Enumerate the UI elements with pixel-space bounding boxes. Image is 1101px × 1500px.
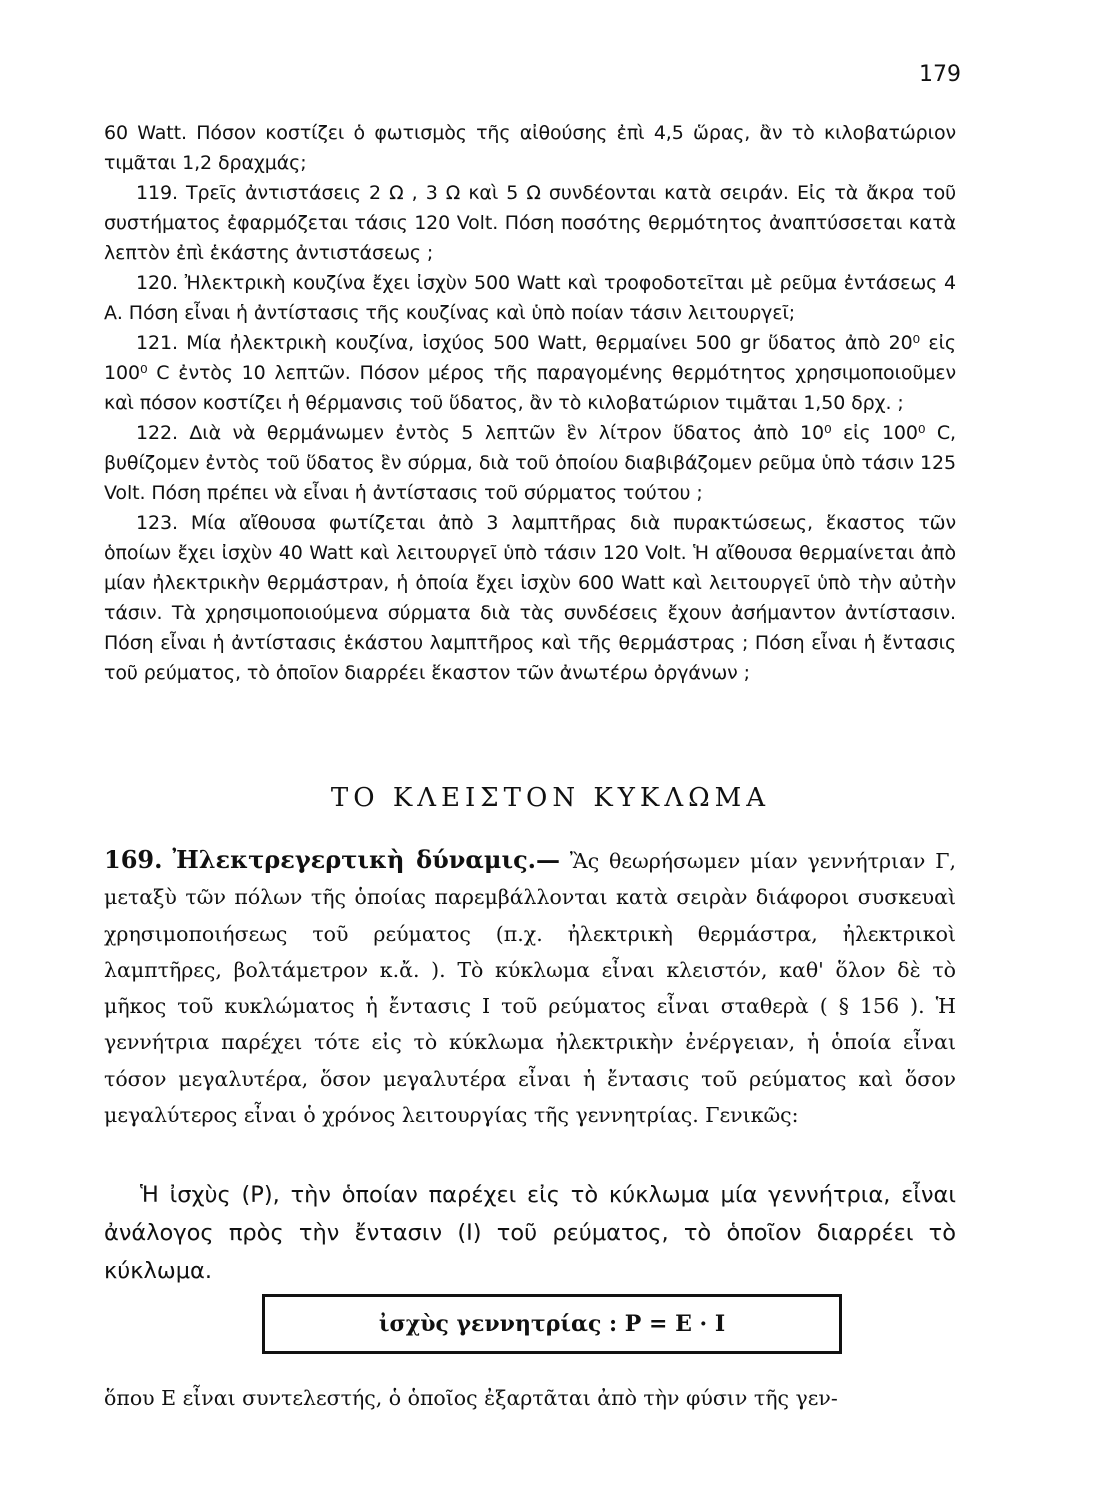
paragraph-body: Ἂς θεωρήσωμεν μίαν γεννήτριαν Γ, μεταξὺ τῶν πόλων τῆς ὁποίας παρεμβάλλονται κατὰ σειρὰν διάφοροι συσκευαὶ χρησιμοποιήσεως τοῦ ρεύματος (π.χ. ἠλεκτρικὴ θερμάστρα, ἠλεκτρικοὶ λαμπτῆρες, βολτάμετρον κ.ἄ. ). Τὸ κύκλωμα εἶναι κλειστόν, καθ' ὅλον δὲ τὸ μῆκος τοῦ κυκλώματος ἡ ἔντασις Ι τοῦ ρεύματος εἶναι σταθερὰ ( § 156 ). Ἡ γεννήτρια παρέχει τότε εἰς τὸ κύκλωμα ἠλεκτρικὴν ἐνέργειαν, ἡ ὁποία εἶναι τόσον μεγαλυτέρα, ὅσον μεγαλυτέρα εἶναι ἡ ἔντασις τοῦ ρεύματος καὶ ὅσον μεγαλύτερος εἶναι ὁ χρόνος λειτουργίας τῆς γεννητρίας. Γενικῶς: [104, 849, 956, 1128]
exercise-continuation: 60 Watt. Πόσον κοστίζει ὁ φωτισμὸς τῆς αἰθούσης ἐπὶ 4,5 ὥρας, ἂν τὸ κιλοβατώριον τιμᾶται 1,2 δραχμάς; [104, 122, 956, 174]
paragraph-number: 169. [104, 845, 163, 874]
continuation-line: ὅπου Ε εἶναι συντελεστής, ὁ ὁποῖος ἐξαρτᾶται ἀπὸ τὴν φύσιν τῆς γεν- [104, 1386, 838, 1410]
section-heading: ΤΟ ΚΛΕΙΣΤΟΝ ΚΥΚΛΩΜΑ [330, 783, 771, 813]
paragraph-title: Ἠλεκτρεγερτικὴ δύναμις.— [172, 845, 561, 874]
exercise-122: 122. Διὰ νὰ θερμάνωμεν ἐντὸς 5 λεπτῶν ἓν λίτρον ὕδατος ἀπὸ 10⁰ εἰς 100⁰ C, βυθίζομεν ἐντὸς τοῦ ὕδατος ἓν σύρμα, διὰ τοῦ ὁποίου διαβιβάζομεν ρεῦμα ὑπὸ τάσιν 125 Volt. Πόση πρέπει νὰ εἶναι ἡ ἀντίστασις τοῦ σύρματος τούτου ; [104, 422, 956, 504]
exercise-121: 121. Μία ἠλεκτρικὴ κουζίνα, ἰσχύος 500 Watt, θερμαίνει 500 gr ὕδατος ἀπὸ 20⁰ εἰς 100⁰ C ἐντὸς 10 λεπτῶν. Πόσον μέρος τῆς παραγομένης θερμότητος χρησιμοποιοῦμεν καὶ πόσον κοστίζει ἡ θέρμανσις τοῦ ὕδατος, ἂν τὸ κιλοβατώριον τιμᾶται 1,50 δρχ. ; [104, 332, 956, 414]
exercise-123: 123. Μία αἴθουσα φωτίζεται ἀπὸ 3 λαμπτῆρας διὰ πυρακτώσεως, ἕκαστος τῶν ὁποίων ἔχει ἰσχὺν 40 Watt καὶ λειτουργεῖ ὑπὸ τάσιν 120 Volt. Ἡ αἴθουσα θερμαίνεται ἀπὸ μίαν ἠλεκτρικὴν θερμάστραν, ἡ ὁποία ἔχει ἰσχὺν 600 Watt καὶ λειτουργεῖ ὑπὸ τὴν αὐτὴν τάσιν. Τὰ χρησιμοποιούμενα σύρματα διὰ τὰς συνδέσεις ἔχουν ἀσήμαντον ἀντίστασιν. Πόση εἶναι ἡ ἀντίστασις ἑκάστου λαμπτῆρος καὶ τῆς θερμάστρας ; Πόση εἶναι ἡ ἔντασις τοῦ ρεύματος, τὸ ὁποῖον διαρρέει ἕκαστον τῶν ἀνωτέρω ὀργάνων ; [104, 512, 956, 684]
exercise-120: 120. Ἠλεκτρικὴ κουζίνα ἔχει ἰσχὺν 500 Watt καὶ τροφοδοτεῖται μὲ ρεῦμα ἐντάσεως 4 Α. Πόση εἶναι ἡ ἀντίστασις τῆς κουζίνας καὶ ὑπὸ ποίαν τάσιν λειτουργεῖ; [104, 272, 956, 324]
exercise-list [104, 118, 956, 688]
paragraph-169 [104, 842, 956, 1133]
page-number: 179 [919, 62, 961, 87]
rule-statement: Ἡ ἰσχὺς (Ρ), τὴν ὁποίαν παρέχει εἰς τὸ κύκλωμα μία γεννήτρια, εἶναι ἀνάλογος πρὸς τὴν ἔντασιν (Ι) τοῦ ρεύματος, τὸ ὁποῖον διαρρέει τὸ κύκλωμα. [104, 1182, 956, 1284]
formula-box: ἰσχὺς γεννητρίας : P = E · I [262, 1294, 842, 1354]
exercise-119: 119. Τρεῖς ἀντιστάσεις 2 Ω , 3 Ω καὶ 5 Ω συνδέονται κατὰ σειράν. Εἰς τὰ ἄκρα τοῦ συστήματος ἐφαρμόζεται τάσις 120 Volt. Πόση ποσότης θερμότητος ἀναπτύσσεται κατὰ λεπτὸν ἐπὶ ἑκάστης ἀντιστάσεως ; [104, 182, 956, 264]
